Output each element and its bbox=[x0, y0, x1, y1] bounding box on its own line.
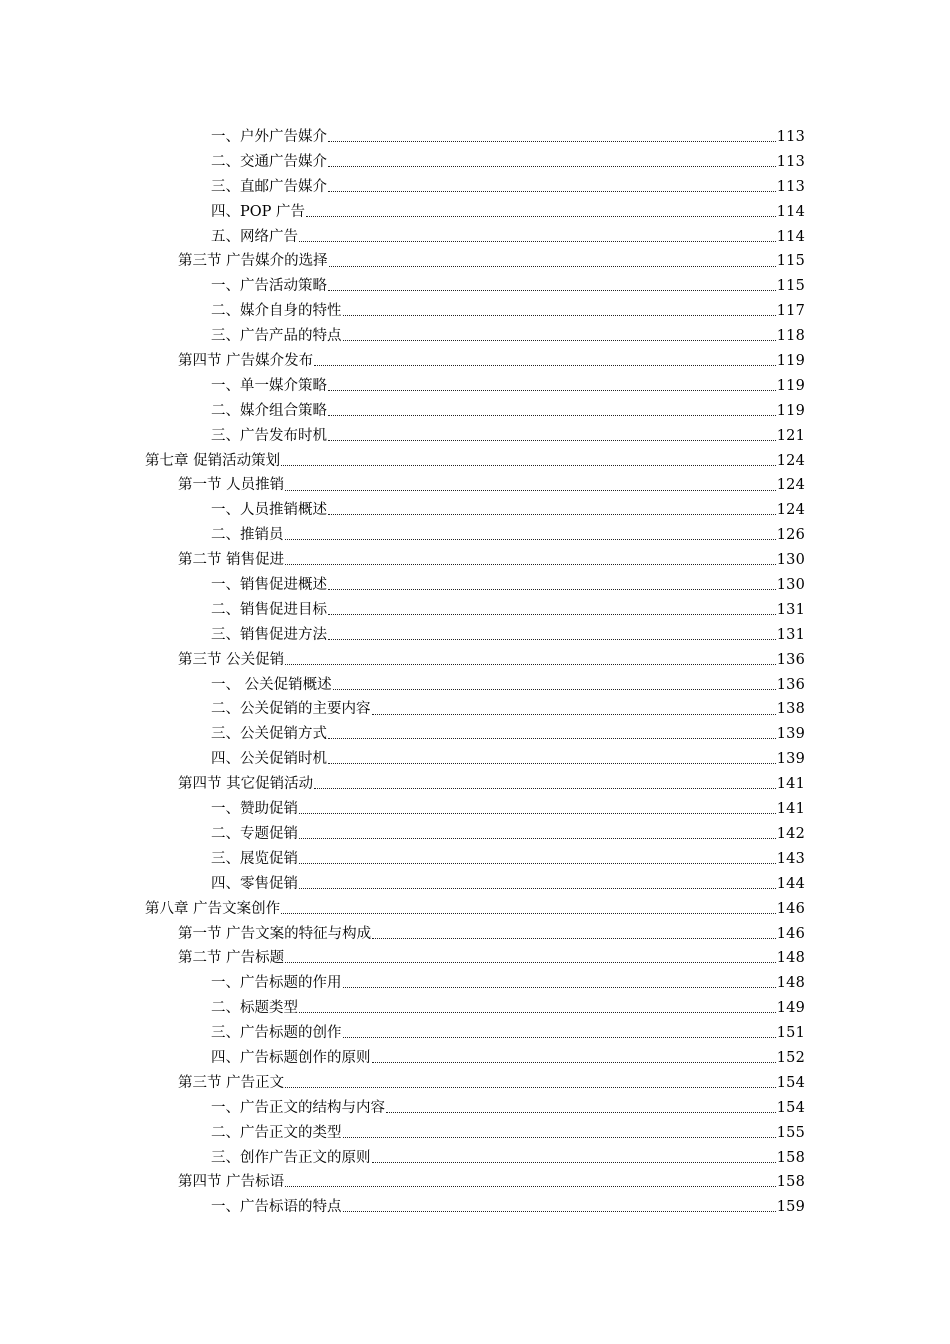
toc-entry-title: 二、公关促销的主要内容 bbox=[211, 701, 371, 718]
toc-page-number: 149 bbox=[776, 1000, 805, 1017]
toc-page-number: 159 bbox=[776, 1199, 805, 1216]
toc-subsection-entry[interactable] bbox=[0, 797, 950, 822]
toc-section-entry[interactable] bbox=[0, 349, 950, 374]
toc-section-entry[interactable] bbox=[0, 648, 950, 673]
toc-section-entry[interactable] bbox=[0, 473, 950, 498]
toc-page-number: 115 bbox=[776, 253, 805, 270]
dot-leader bbox=[299, 228, 776, 242]
toc-page-number: 131 bbox=[776, 626, 805, 643]
toc-page-number: 141 bbox=[776, 801, 805, 818]
toc-page-number: 121 bbox=[776, 427, 805, 444]
dot-leader bbox=[372, 1149, 776, 1163]
toc-subsection-entry[interactable] bbox=[0, 573, 950, 598]
toc-entry-title: 一、广告标语的特点 bbox=[211, 1199, 342, 1216]
dot-leader bbox=[328, 153, 776, 167]
toc-subsection-entry[interactable] bbox=[0, 175, 950, 200]
toc-entry-title: 第四节 其它促销活动 bbox=[178, 776, 314, 793]
toc-page-number: 114 bbox=[776, 228, 805, 245]
dot-leader bbox=[328, 277, 776, 291]
toc-entry-title: 第一节 广告文案的特征与构成 bbox=[178, 925, 372, 942]
toc-subsection-entry[interactable] bbox=[0, 847, 950, 872]
toc-entry-title: 三、公关促销方式 bbox=[211, 726, 327, 743]
toc-entry-title: 四、POP 广告 bbox=[211, 203, 306, 220]
dot-leader bbox=[328, 427, 776, 441]
toc-entry-title: 一、广告标题的作用 bbox=[211, 975, 342, 992]
toc-entry-title: 一、销售促进概述 bbox=[211, 577, 327, 594]
toc-subsection-entry[interactable] bbox=[0, 971, 950, 996]
dot-leader bbox=[299, 999, 776, 1013]
toc-subsection-entry[interactable] bbox=[0, 523, 950, 548]
toc-page-number: 113 bbox=[776, 129, 805, 145]
toc-page-number: 117 bbox=[776, 303, 805, 320]
dot-leader bbox=[299, 825, 776, 839]
toc-entry-title: 第八章 广告文案创作 bbox=[145, 900, 281, 917]
toc-entry-title: 三、广告产品的特点 bbox=[211, 328, 342, 345]
toc-chapter-entry[interactable] bbox=[0, 449, 950, 474]
toc-entry-title: 四、零售促销 bbox=[211, 875, 298, 892]
dot-leader bbox=[343, 1198, 776, 1212]
toc-page-number: 144 bbox=[776, 875, 805, 892]
toc-page-number: 143 bbox=[776, 850, 805, 867]
toc-chapter-entry[interactable] bbox=[0, 897, 950, 922]
toc-page-number: 119 bbox=[776, 402, 805, 419]
toc-page-number: 119 bbox=[776, 353, 805, 370]
toc-subsection-entry[interactable] bbox=[0, 150, 950, 175]
dot-leader bbox=[285, 949, 776, 963]
toc-entry-title: 二、推销员 bbox=[211, 527, 284, 544]
dot-leader bbox=[372, 1049, 776, 1063]
toc-subsection-entry[interactable] bbox=[0, 274, 950, 299]
toc-entry-title: 四、公关促销时机 bbox=[211, 751, 327, 768]
toc-page-number: 141 bbox=[776, 776, 805, 793]
toc-entry-title: 三、销售促进方法 bbox=[211, 626, 327, 643]
toc-page-number: 113 bbox=[776, 153, 805, 170]
toc-page-number: 138 bbox=[776, 701, 805, 718]
toc-subsection-entry[interactable] bbox=[0, 747, 950, 772]
toc-page-number: 119 bbox=[776, 377, 805, 394]
toc-subsection-entry[interactable] bbox=[0, 200, 950, 225]
dot-leader bbox=[343, 302, 776, 316]
toc-entry-title: 二、媒介组合策略 bbox=[211, 402, 327, 419]
dot-leader bbox=[285, 526, 776, 540]
toc-page-number: 152 bbox=[776, 1049, 805, 1066]
dot-leader bbox=[285, 1074, 776, 1088]
dot-leader bbox=[328, 576, 776, 590]
dot-leader bbox=[328, 402, 776, 416]
dot-leader bbox=[299, 850, 776, 864]
dot-leader bbox=[328, 377, 776, 391]
toc-page-number: 131 bbox=[776, 601, 805, 618]
toc-page-number: 124 bbox=[776, 452, 805, 469]
dot-leader bbox=[299, 875, 776, 889]
toc-entry-title: 第三节 公关促销 bbox=[178, 651, 285, 668]
toc-entry-title: 第三节 广告正文 bbox=[178, 1074, 285, 1091]
toc-subsection-entry[interactable] bbox=[0, 424, 950, 449]
toc-page-number: 118 bbox=[776, 328, 805, 345]
toc-subsection-entry[interactable] bbox=[0, 125, 950, 150]
toc-page-number: 115 bbox=[776, 278, 805, 295]
toc-entry-title: 一、户外广告媒介 bbox=[211, 129, 327, 145]
toc-section-entry[interactable] bbox=[0, 1170, 950, 1195]
dot-leader bbox=[328, 626, 776, 640]
dot-leader bbox=[328, 178, 776, 192]
dot-leader bbox=[306, 203, 776, 217]
toc-entry-title: 二、媒介自身的特性 bbox=[211, 303, 342, 320]
toc-entry-title: 一、 公关促销概述 bbox=[211, 676, 332, 693]
toc-page-number: 146 bbox=[776, 925, 805, 942]
toc-entry-title: 二、专题促销 bbox=[211, 825, 298, 842]
toc-subsection-entry[interactable] bbox=[0, 1121, 950, 1146]
dot-leader bbox=[299, 800, 776, 814]
toc-entry-title: 一、单一媒介策略 bbox=[211, 377, 327, 394]
dot-leader bbox=[328, 750, 776, 764]
toc-entry-title: 一、广告活动策略 bbox=[211, 278, 327, 295]
dot-leader bbox=[333, 676, 776, 690]
dot-leader bbox=[285, 651, 776, 665]
dot-leader bbox=[343, 974, 776, 988]
toc-section-entry[interactable] bbox=[0, 249, 950, 274]
toc-page-number: 158 bbox=[776, 1149, 805, 1166]
toc-entry-title: 第四节 广告标语 bbox=[178, 1174, 285, 1191]
toc-entry-title: 四、广告标题创作的原则 bbox=[211, 1049, 371, 1066]
toc-entry-title: 第七章 促销活动策划 bbox=[145, 452, 281, 469]
toc-page-number: 136 bbox=[776, 651, 805, 668]
dot-leader bbox=[328, 128, 776, 142]
toc-subsection-entry[interactable] bbox=[0, 722, 950, 747]
toc-entry-title: 一、人员推销概述 bbox=[211, 502, 327, 519]
toc-subsection-entry[interactable] bbox=[0, 1021, 950, 1046]
toc-page-number: 126 bbox=[776, 527, 805, 544]
toc-section-entry[interactable] bbox=[0, 946, 950, 971]
toc-subsection-entry[interactable] bbox=[0, 399, 950, 424]
dot-leader bbox=[281, 900, 776, 914]
toc-page-number: 158 bbox=[776, 1174, 805, 1191]
toc-subsection-entry[interactable] bbox=[0, 498, 950, 523]
toc-entry-title: 三、创作广告正文的原则 bbox=[211, 1149, 371, 1166]
toc-subsection-entry[interactable] bbox=[0, 299, 950, 324]
dot-leader bbox=[329, 252, 776, 266]
toc-entry-title: 二、销售促进目标 bbox=[211, 601, 327, 618]
toc-entry-title: 一、广告正文的结构与内容 bbox=[211, 1099, 385, 1116]
dot-leader bbox=[285, 476, 776, 490]
toc-page-number: 146 bbox=[776, 900, 805, 917]
toc-section-entry[interactable] bbox=[0, 772, 950, 797]
dot-leader bbox=[328, 725, 776, 739]
toc-page-number: 151 bbox=[776, 1025, 805, 1042]
toc-entry-title: 第一节 人员推销 bbox=[178, 477, 285, 494]
toc-section-entry[interactable] bbox=[0, 1071, 950, 1096]
dot-leader bbox=[343, 1024, 776, 1038]
dot-leader bbox=[372, 700, 776, 714]
toc-subsection-entry[interactable] bbox=[0, 1146, 950, 1171]
toc-entry-title: 二、交通广告媒介 bbox=[211, 153, 327, 170]
toc-subsection-entry[interactable] bbox=[0, 1096, 950, 1121]
toc-page-number: 124 bbox=[776, 477, 805, 494]
toc-page-number: 124 bbox=[776, 502, 805, 519]
dot-leader bbox=[285, 1173, 776, 1187]
toc-page-number: 139 bbox=[776, 751, 805, 768]
dot-leader bbox=[343, 327, 776, 341]
toc-page-number: 148 bbox=[776, 950, 805, 967]
toc-entry-title: 三、展览促销 bbox=[211, 850, 298, 867]
dot-leader bbox=[328, 601, 776, 615]
toc-subsection-entry[interactable] bbox=[0, 996, 950, 1021]
toc-page-number: 142 bbox=[776, 825, 805, 842]
dot-leader bbox=[328, 501, 776, 515]
dot-leader bbox=[372, 925, 776, 939]
toc-page-number: 154 bbox=[776, 1074, 805, 1091]
toc-subsection-entry[interactable] bbox=[0, 697, 950, 722]
toc-entry-title: 三、直邮广告媒介 bbox=[211, 178, 327, 195]
toc-entry-title: 三、广告发布时机 bbox=[211, 427, 327, 444]
toc-page-number: 148 bbox=[776, 975, 805, 992]
toc-entry-title: 三、广告标题的创作 bbox=[211, 1025, 342, 1042]
toc-subsection-entry[interactable] bbox=[0, 623, 950, 648]
toc-entry-title: 一、赞助促销 bbox=[211, 801, 298, 818]
toc-page-number: 139 bbox=[776, 726, 805, 743]
toc-subsection-entry[interactable] bbox=[0, 324, 950, 349]
toc-entry-title: 第三节 广告媒介的选择 bbox=[178, 253, 328, 270]
toc-page-number: 130 bbox=[776, 552, 805, 569]
toc-page-number: 136 bbox=[776, 676, 805, 693]
toc-page-number: 113 bbox=[776, 178, 805, 195]
toc-section-entry[interactable] bbox=[0, 548, 950, 573]
toc-subsection-entry[interactable] bbox=[0, 822, 950, 847]
toc-subsection-entry[interactable] bbox=[0, 673, 950, 698]
toc-page-number: 114 bbox=[776, 203, 805, 220]
toc-subsection-entry[interactable] bbox=[0, 1046, 950, 1071]
toc-subsection-entry[interactable] bbox=[0, 1195, 950, 1220]
toc-subsection-entry[interactable] bbox=[0, 374, 950, 399]
dot-leader bbox=[281, 452, 776, 466]
toc-subsection-entry[interactable] bbox=[0, 872, 950, 897]
toc-page-number: 130 bbox=[776, 577, 805, 594]
table-of-contents bbox=[0, 125, 950, 1220]
dot-leader bbox=[386, 1099, 776, 1113]
toc-section-entry[interactable] bbox=[0, 922, 950, 947]
dot-leader bbox=[285, 551, 776, 565]
dot-leader bbox=[314, 775, 776, 789]
toc-entry-title: 第四节 广告媒介发布 bbox=[178, 353, 314, 370]
toc-page-number: 154 bbox=[776, 1099, 805, 1116]
toc-entry-title: 第二节 广告标题 bbox=[178, 950, 285, 967]
toc-subsection-entry[interactable] bbox=[0, 598, 950, 623]
dot-leader bbox=[343, 1124, 776, 1138]
dot-leader bbox=[314, 352, 776, 366]
toc-subsection-entry[interactable] bbox=[0, 225, 950, 250]
toc-entry-title: 二、标题类型 bbox=[211, 1000, 298, 1017]
toc-entry-title: 五、网络广告 bbox=[211, 228, 298, 245]
toc-page-number: 155 bbox=[776, 1124, 805, 1141]
toc-entry-title: 二、广告正文的类型 bbox=[211, 1124, 342, 1141]
toc-entry-title: 第二节 销售促进 bbox=[178, 552, 285, 569]
